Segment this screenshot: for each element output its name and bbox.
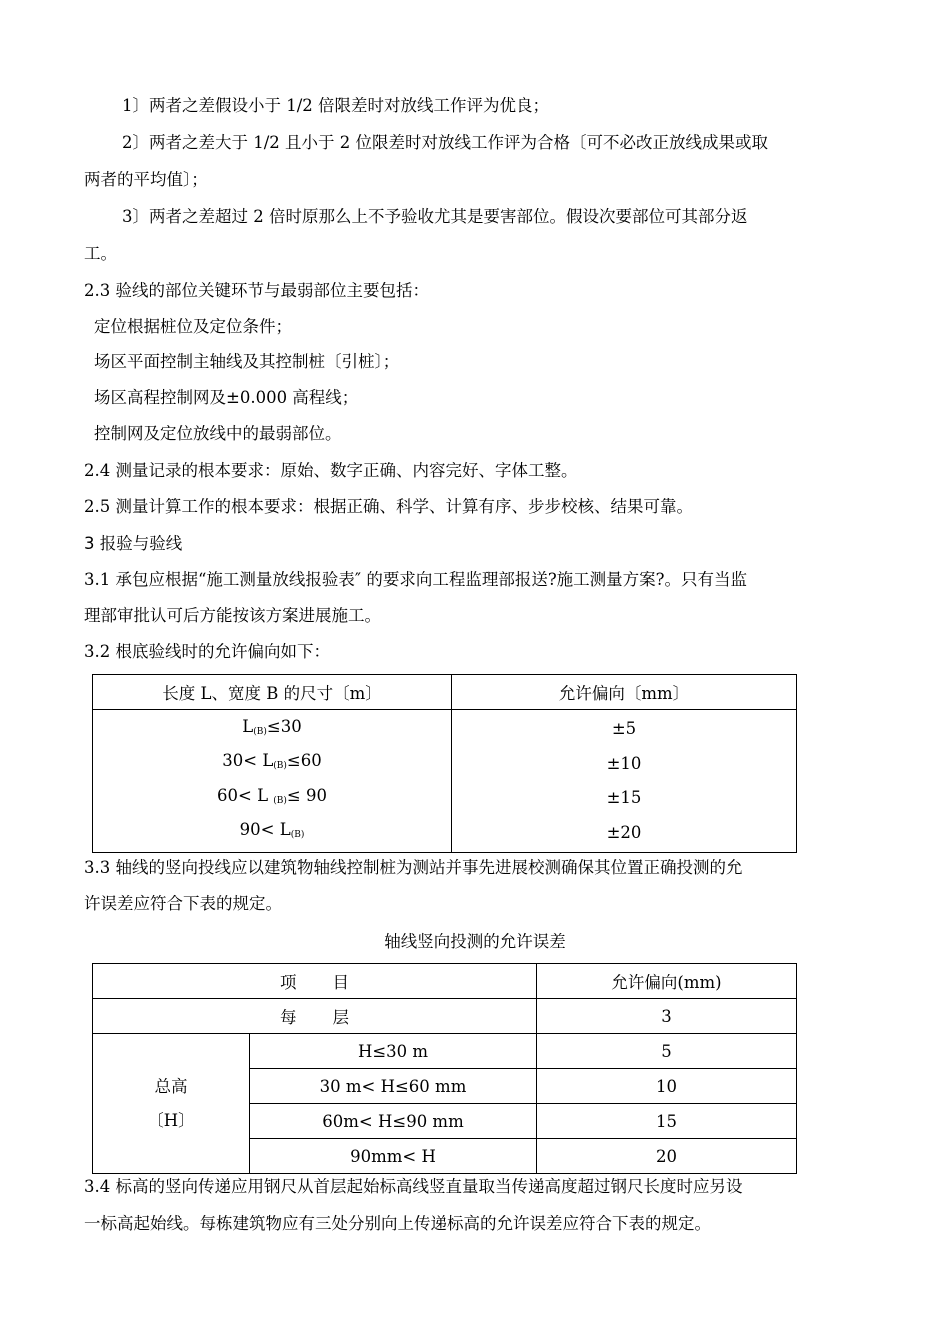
table-header-row — [93, 675, 797, 710]
section-3-4-cont: 一标高起始线。每栋建筑物应有三处分别向上传递标高的允许误差应符合下表的规定。 — [84, 1214, 711, 1233]
foundation-tolerance-table — [92, 674, 797, 853]
paragraph-item-3-cont: 工。 — [84, 244, 117, 263]
total-height-label: 总高 〔H〕 — [93, 1034, 250, 1174]
tolerance-cell: 20 — [537, 1139, 797, 1174]
height-range-cell: 90mm< H — [250, 1139, 537, 1174]
per-floor-label: 每 层 — [93, 999, 537, 1034]
paragraph-item-3: 3〕两者之差超过 2 倍时原那么上不予验收尤其是要害部位。假设次要部位可其部分返 — [122, 207, 748, 226]
header-dimension: 长度 L、宽度 B 的尺寸〔m〕 — [93, 675, 452, 710]
height-range-cell: 30 m< H≤60 mm — [250, 1069, 537, 1104]
table-header-row — [93, 964, 797, 999]
dimension-cell: $90< L_{(B)}$ — [239, 820, 305, 841]
bullet-1: 定位根据桩位及定位条件； — [94, 317, 292, 336]
axis-tolerance-table — [92, 963, 797, 1174]
tolerance-cell: ±15 — [606, 788, 642, 808]
bullet-4: 控制网及定位放线中的最弱部位。 — [94, 424, 342, 443]
dimension-column — [93, 710, 452, 853]
tolerance-cell: ±10 — [606, 753, 642, 773]
tolerance-column — [452, 710, 797, 853]
section-3-3: 3.3 轴线的竖向投线应以建筑物轴线控制桩为测站并事先进展校测确保其位置正确投测的允 — [84, 858, 743, 877]
paragraph-item-2-cont: 两者的平均值〕； — [84, 170, 208, 189]
section-2-4: 2.4 测量记录的根本要求：原始、数字正确、内容完好、字体工整。 — [84, 461, 578, 480]
paragraph-item-1: 1〕两者之差假设小于 1/2 倍限差时对放线工作评为优良； — [122, 96, 550, 115]
tolerance-cell: ±20 — [606, 822, 642, 842]
section-3-4: 3.4 标高的竖向传递应用钢尺从首层起始标高线竖直量取当传递高度超过钢尺长度时应另设 — [84, 1177, 743, 1196]
tolerance-cell: 15 — [537, 1104, 797, 1139]
table-caption: 轴线竖向投测的允许误差 — [384, 932, 566, 951]
tolerance-cell: 10 — [537, 1069, 797, 1104]
section-3-2: 3.2 根底验线时的允许偏向如下： — [84, 642, 330, 661]
section-3-1: 3.1 承包应根据“施工测量放线报验表″ 的要求向工程监理部报送?施工测量方案?。只有当监 — [84, 570, 748, 589]
section-2-3: 2.3 验线的部位关键环节与最弱部位主要包括： — [84, 281, 429, 300]
dimension-cell: $30< L_{(B)}\le 60$ — [222, 751, 322, 772]
height-range-cell: 60m< H≤90 mm — [250, 1104, 537, 1139]
dimension-cell: 60< L $_{(B)}$≤ 90 — [217, 785, 327, 806]
header-tolerance: 允许偏向〔mm〕 — [452, 675, 797, 710]
table-row — [93, 1034, 797, 1069]
table-body-row — [93, 710, 797, 853]
section-2-5: 2.5 测量计算工作的根本要求：根据正确、科学、计算有序、步步校核、结果可靠。 — [84, 497, 693, 516]
height-range-cell: H≤30 m — [250, 1034, 537, 1069]
per-floor-tolerance: 3 — [537, 999, 797, 1034]
heading-3: 3 报验与验线 — [84, 534, 183, 553]
header-tolerance: 允许偏向(mm) — [537, 964, 797, 999]
section-3-1-cont: 理部审批认可后方能按该方案进展施工。 — [84, 606, 381, 625]
tolerance-cell: 5 — [537, 1034, 797, 1069]
table-row — [93, 999, 797, 1034]
header-item: 项 目 — [93, 964, 537, 999]
section-3-3-cont: 许误差应符合下表的规定。 — [84, 894, 282, 913]
tolerance-cell: ±5 — [611, 719, 637, 739]
bullet-2: 场区平面控制主轴线及其控制桩〔引桩〕； — [94, 352, 400, 371]
bullet-3: 场区高程控制网及±0.000 高程线； — [94, 388, 359, 407]
paragraph-item-2: 2〕两者之差大于 1/2 且小于 2 位限差时对放线工作评为合格〔可不必改正放线成果或取 — [122, 133, 769, 152]
dimension-cell: $L_{(B)}\le 30$ — [242, 716, 302, 737]
